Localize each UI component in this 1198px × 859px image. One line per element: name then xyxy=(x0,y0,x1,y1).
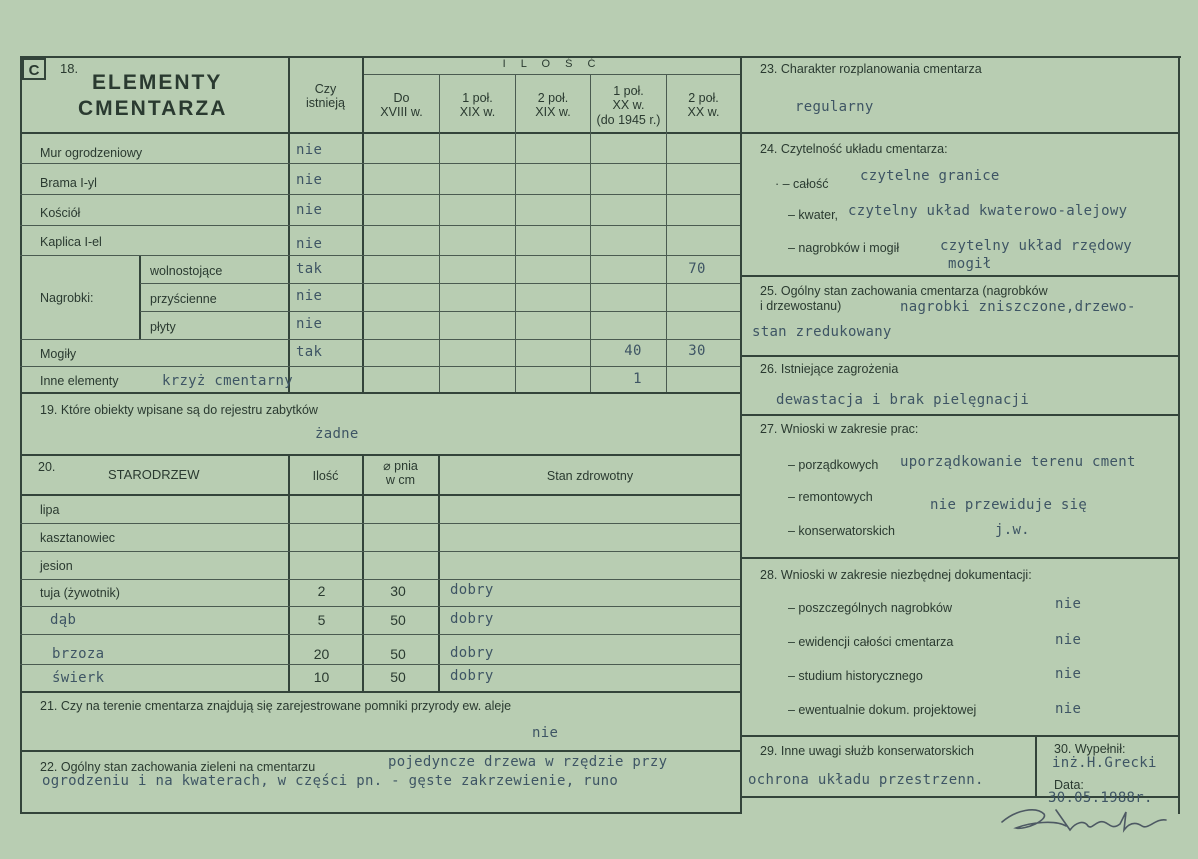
tree-fi: 50 xyxy=(390,612,406,628)
section-27-remontowe-label: – remontowych xyxy=(788,490,873,504)
section-24-label: 24. Czytelność układu cmentarza: xyxy=(760,142,948,156)
col-ilosc-header: I L O Ś Ć xyxy=(502,58,602,70)
section-22-label: 22. Ogólny stan zachowania zieleni na cmentarzu xyxy=(40,760,316,774)
section-c-marker: C xyxy=(22,58,46,80)
section-24-nagrobki-label: – nagrobków i mogił xyxy=(788,241,900,255)
doc-item-value: nie xyxy=(1055,632,1082,648)
tree-fi: 30 xyxy=(390,583,406,599)
tree-fi: 50 xyxy=(390,669,406,685)
handwritten-signature xyxy=(996,800,1176,840)
row-mur-exists: nie xyxy=(296,142,323,158)
doc-item-label: – ewidencji całości cmentarza xyxy=(788,635,954,649)
section-26-label: 26. Istniejące zagrożenia xyxy=(760,362,899,376)
section-29-label: 29. Inne uwagi służb konserwatorskich xyxy=(760,744,975,758)
section-19-value: żadne xyxy=(315,426,359,442)
period-5-line1: 2 poł. xyxy=(688,91,719,105)
section-29-value: ochrona układu przestrzenn. xyxy=(748,772,984,788)
section-19-label: 19. Które obiekty wpisane są do rejestru zabytków xyxy=(40,403,318,417)
section-24-calosc-value: czytelne granice xyxy=(860,168,1000,184)
row-mogily-1pol-xx: 40 xyxy=(624,343,642,359)
row-wolnostojace-2pol-xx: 70 xyxy=(688,261,706,277)
period-5-line2: XX w. xyxy=(687,105,720,120)
tree-name: świerk xyxy=(52,670,105,686)
tree-stan: dobry xyxy=(450,645,494,661)
section-18-number: 18. xyxy=(60,61,79,76)
period-3-line2: XIX w. xyxy=(535,105,571,120)
section-27-porzadkowe-value: uporządkowanie terenu cment xyxy=(900,454,1136,470)
section-20-number: 20. xyxy=(38,460,56,474)
row-wolnostojace-exists: tak xyxy=(296,261,323,277)
tree-stan: dobry xyxy=(450,611,494,627)
tree-stan: dobry xyxy=(450,668,494,684)
row-inne-1pol-xx: 1 xyxy=(633,371,642,387)
period-col-4 xyxy=(591,84,666,127)
section-25-value-1: nagrobki zniszczone,drzewo- xyxy=(900,299,1136,315)
section-20-title: STARODRZEW xyxy=(108,467,200,482)
row-przyscienne-exists: nie xyxy=(296,288,323,304)
section-25-label-2: i drzewostanu) xyxy=(760,299,842,313)
col-stan-zdrowotny: Stan zdrowotny xyxy=(546,469,634,483)
section-27-konserwatorskie-label: – konserwatorskich xyxy=(788,524,895,538)
row-plyty-label: płyty xyxy=(150,320,176,334)
tree-ilosc: 2 xyxy=(317,583,326,599)
section-23-value: regularny xyxy=(795,99,874,115)
section-28-label: 28. Wnioski w zakresie niezbędnej dokumentacji: xyxy=(760,568,1032,582)
col-fi-pnia xyxy=(363,459,438,488)
row-przyscienne-label: przyścienne xyxy=(150,292,217,306)
section-23-label: 23. Charakter rozplanowania cmentarza xyxy=(760,62,982,76)
period-3-line1: 2 poł. xyxy=(537,91,569,105)
period-col-3 xyxy=(516,91,590,120)
section-25-label-1: 25. Ogólny stan zachowania cmentarza (nagrobków xyxy=(760,284,1048,298)
section-21-value: nie xyxy=(532,725,559,741)
section-24-nagrobki-value2: mogił xyxy=(948,256,992,272)
row-inne-label: Inne elementy xyxy=(40,374,119,388)
row-mogily-2pol-xx: 30 xyxy=(688,343,706,359)
col-czy-istnieja xyxy=(289,82,362,111)
tree-ilosc: 10 xyxy=(313,669,330,685)
doc-item-value: nie xyxy=(1055,701,1082,717)
section-30-label: 30. Wypełnił: xyxy=(1054,742,1126,756)
row-kaplica-label: Kaplica I-el xyxy=(40,235,102,249)
col-fi-line1: ⌀ pnia xyxy=(383,459,418,473)
row-nagrobki-label: Nagrobki: xyxy=(40,291,94,305)
col-czy-line1: Czy xyxy=(314,82,337,96)
tree-stan: dobry xyxy=(450,582,494,598)
row-kaplica-exists: nie xyxy=(296,236,323,252)
row-brama-exists: nie xyxy=(296,172,323,188)
col-fi-line2: w cm xyxy=(385,473,416,488)
section-27-remontowe-value: nie przewiduje się xyxy=(930,497,1088,513)
period-4-line2: XX w. xyxy=(612,98,645,113)
period-1-line1: Do xyxy=(393,91,410,105)
period-col-1 xyxy=(364,91,439,120)
row-plyty-exists: nie xyxy=(296,316,323,332)
section-18-title-line2: CMENTARZA xyxy=(78,97,228,120)
section-24-calosc-label: · – całość xyxy=(775,177,829,191)
period-col-2 xyxy=(440,91,515,120)
tree-name: lipa xyxy=(40,503,60,517)
col-ilosc: Ilość xyxy=(312,469,339,483)
period-1-line2: XVIII w. xyxy=(380,105,423,120)
section-24-kwater-value: czytelny układ kwaterowo-alejowy xyxy=(848,203,1128,219)
row-mogily-label: Mogiły xyxy=(40,347,77,361)
row-brama-label: Brama I-yl xyxy=(40,176,97,190)
period-4-line3: (do 1945 r.) xyxy=(596,112,661,127)
doc-item-label: – ewentualnie dokum. projektowej xyxy=(788,703,977,717)
section-22-value-line1: pojedyncze drzewa w rzędzie przy xyxy=(388,754,668,770)
tree-name: tuja (żywotnik) xyxy=(40,586,120,600)
col-czy-line2: istnieją xyxy=(306,96,345,111)
row-mur-label: Mur ogrodzeniowy xyxy=(40,146,143,160)
period-2-line1: 1 poł. xyxy=(462,91,493,105)
section-27-label: 27. Wnioski w zakresie prac: xyxy=(760,422,919,436)
section-30-date-value: 30.05.1988r. xyxy=(1048,790,1153,806)
tree-ilosc: 5 xyxy=(317,612,326,628)
row-mogily-exists: tak xyxy=(296,344,323,360)
row-kosciol-label: Kościół xyxy=(40,206,81,220)
period-col-5 xyxy=(667,91,740,120)
section-22-value-line2: ogrodzeniu i na kwaterach, w części pn. - gęste zakrzewienie, runo xyxy=(42,773,619,789)
tree-name: brzoza xyxy=(52,646,105,662)
period-2-line2: XIX w. xyxy=(459,105,496,120)
tree-name: dąb xyxy=(50,612,77,628)
section-24-nagrobki-value1: czytelny układ rzędowy xyxy=(940,238,1133,254)
section-27-porzadkowe-label: – porządkowych xyxy=(788,458,879,472)
section-18-title-line1: ELEMENTY xyxy=(92,71,223,94)
section-24-kwater-label: – kwater, xyxy=(788,208,839,222)
section-30-filled-by: inż.H.Grecki xyxy=(1052,755,1157,771)
tree-ilosc: 20 xyxy=(313,646,330,662)
doc-item-label: – studium historycznego xyxy=(788,669,923,683)
section-30-date-label: Data: xyxy=(1054,778,1084,792)
section-21-label: 21. Czy na terenie cmentarza znajdują się zarejestrowane pomniki przyrody ew. aleje xyxy=(40,699,512,713)
section-26-value: dewastacja i brak pielęgnacji xyxy=(776,392,1030,408)
row-wolnostojace-label: wolnostojące xyxy=(150,264,223,278)
section-27-konserwatorskie-value: j.w. xyxy=(995,522,1030,538)
doc-item-label: – poszczególnych nagrobków xyxy=(788,601,952,615)
doc-item-value: nie xyxy=(1055,596,1082,612)
row-inne-typed: krzyż cmentarny xyxy=(162,373,293,389)
doc-item-value: nie xyxy=(1055,666,1082,682)
section-25-value-2: stan zredukowany xyxy=(752,324,892,340)
tree-name: jesion xyxy=(40,559,73,573)
period-4-line1: 1 poł. xyxy=(613,84,644,98)
tree-name: kasztanowiec xyxy=(40,531,116,545)
tree-fi: 50 xyxy=(390,646,406,662)
row-kosciol-exists: nie xyxy=(296,202,323,218)
